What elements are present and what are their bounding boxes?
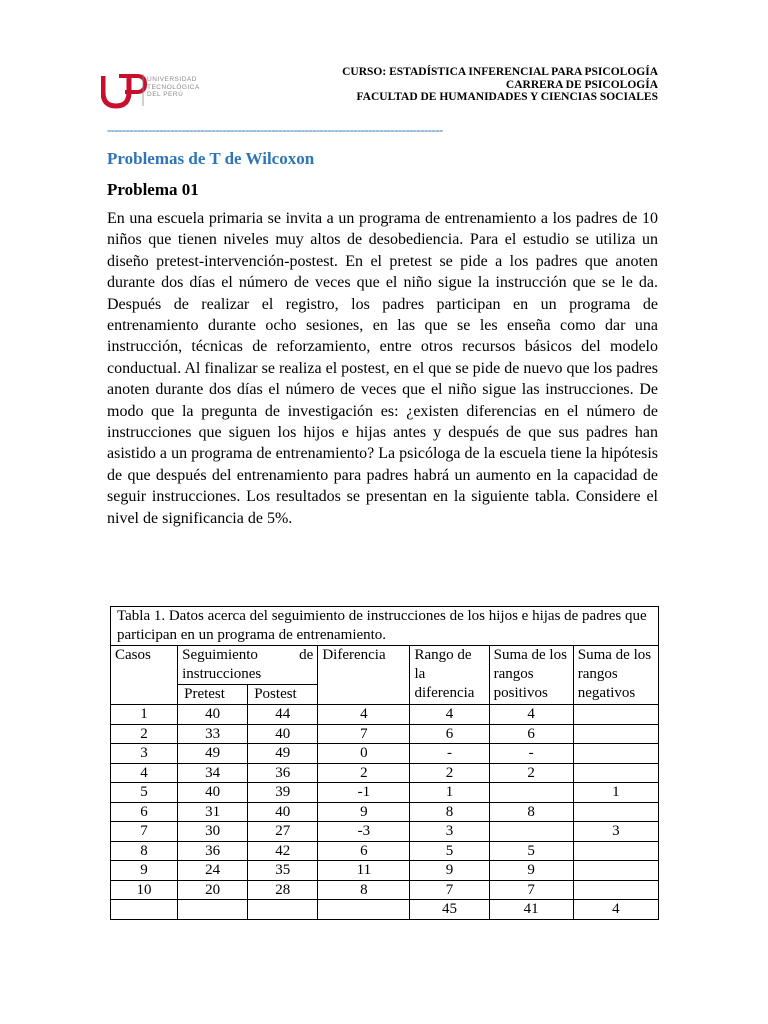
cell-diferencia: 2 bbox=[318, 763, 410, 783]
cell-casos: 4 bbox=[111, 763, 178, 783]
cell-pretest: 33 bbox=[178, 724, 248, 744]
total-rango: 45 bbox=[410, 900, 489, 920]
table-totals-row bbox=[111, 900, 659, 920]
header-pretest: Pretest bbox=[178, 685, 248, 705]
cell-casos: 3 bbox=[111, 744, 178, 764]
logo-line-2: TECNOLÓGICA bbox=[147, 83, 200, 91]
cell-postest: 40 bbox=[248, 724, 318, 744]
cell-rango: 6 bbox=[410, 724, 489, 744]
cell-rango: 3 bbox=[410, 822, 489, 842]
cell-rango: 1 bbox=[410, 783, 489, 803]
cell-pretest: 36 bbox=[178, 841, 248, 861]
table-row bbox=[111, 744, 659, 764]
cell-rango: 8 bbox=[410, 802, 489, 822]
cell-rango: 4 bbox=[410, 705, 489, 725]
course-name: CURSO: ESTADÍSTICA INFERENCIAL PARA PSICOLOGÍA bbox=[342, 66, 658, 78]
cell-diferencia: 7 bbox=[318, 724, 410, 744]
header-diferencia: Diferencia bbox=[318, 646, 410, 705]
cell-pretest: 24 bbox=[178, 861, 248, 881]
cell-casos: 5 bbox=[111, 783, 178, 803]
cell-diferencia: 8 bbox=[318, 880, 410, 900]
cell-diferencia: 11 bbox=[318, 861, 410, 881]
cell-suma-positivos: 2 bbox=[489, 763, 573, 783]
table-row bbox=[111, 763, 659, 783]
cell-postest: 28 bbox=[248, 880, 318, 900]
table-row bbox=[111, 802, 659, 822]
total-suma-positivos: 41 bbox=[489, 900, 573, 920]
header-postest: Postest bbox=[248, 685, 318, 705]
cell-suma-negativos bbox=[573, 841, 658, 861]
cell-postest: 44 bbox=[248, 705, 318, 725]
table-row bbox=[111, 822, 659, 842]
page-title: Problemas de T de Wilcoxon bbox=[107, 149, 315, 168]
cell-diferencia: 9 bbox=[318, 802, 410, 822]
cell-suma-negativos bbox=[573, 724, 658, 744]
cell-pretest: 30 bbox=[178, 822, 248, 842]
problem-heading: Problema 01 bbox=[107, 180, 199, 199]
cell-pretest: 40 bbox=[178, 705, 248, 725]
separator-line: ------------------------------------------------------------------------------------------ bbox=[107, 122, 443, 137]
cell-suma-positivos: 9 bbox=[489, 861, 573, 881]
table-row bbox=[111, 724, 659, 744]
cell-casos: 1 bbox=[111, 705, 178, 725]
cell-postest: 35 bbox=[248, 861, 318, 881]
cell-suma-negativos: 1 bbox=[573, 783, 658, 803]
table-caption: Tabla 1. Datos acerca del seguimiento de instrucciones de los hijos e hijas de padres que participan en un programa de entrenamiento. bbox=[111, 607, 659, 646]
header-rango: Rango de la diferencia bbox=[410, 646, 489, 705]
logo-line-3: DEL PERÚ bbox=[147, 91, 184, 99]
cell-suma-negativos bbox=[573, 861, 658, 881]
cell-postest: 39 bbox=[248, 783, 318, 803]
cell-postest: 40 bbox=[248, 802, 318, 822]
cell-diferencia: 4 bbox=[318, 705, 410, 725]
cell-rango: 5 bbox=[410, 841, 489, 861]
cell-diferencia: 6 bbox=[318, 841, 410, 861]
faculty-name: FACULTAD DE HUMANIDADES Y CIENCIAS SOCIALES bbox=[356, 91, 658, 103]
cell-suma-negativos bbox=[573, 705, 658, 725]
total-postest bbox=[248, 900, 318, 920]
header-seguimiento: Seguimiento de instrucciones bbox=[178, 646, 318, 685]
cell-pretest: 40 bbox=[178, 783, 248, 803]
table-row bbox=[111, 783, 659, 803]
cell-casos: 10 bbox=[111, 880, 178, 900]
cell-casos: 7 bbox=[111, 822, 178, 842]
table-row bbox=[111, 841, 659, 861]
logo-text bbox=[147, 76, 200, 99]
table-row bbox=[111, 861, 659, 881]
table-row bbox=[111, 880, 659, 900]
cell-suma-positivos: 6 bbox=[489, 724, 573, 744]
table-body bbox=[111, 705, 659, 920]
cell-postest: 42 bbox=[248, 841, 318, 861]
cell-suma-negativos bbox=[573, 802, 658, 822]
problem-statement: En una escuela primaria se invita a un programa de entrenamiento a los padres de 10 niños que tienen niveles muy altos de desobediencia. Para el estudio se utiliza un diseño pretest-intervención-postest. En el pretest se pide a los padres que anoten durante dos días el número de veces que el niño sigue la instrucción que se le da. Después de realizar el registro, los padres participan en un programa de entrenamiento durante ocho sesiones, en las que se les enseña como dar una instrucción, técnicas de reforzamiento, entre otros recursos básicos del modelo conductual. Al finalizar se realiza el postest, en el que se pide de nuevo que los padres anoten durante dos días el número de veces que el niño sigue las instrucciones. De modo que la pregunta de investigación es: ¿existen diferencias en el número de instrucciones que siguen los hijos e hijas antes y después de que sus padres han asistido a un programa de entrenamiento? La psicóloga de la escuela tiene la hipótesis de que después del entrenamiento para padres habrá un aumento en la capacidad de seguir instrucciones. Los resultados se presentan en la siguiente tabla. Considere el nivel de significancia de 5%. bbox=[107, 210, 658, 527]
cell-rango: 7 bbox=[410, 880, 489, 900]
cell-pretest: 20 bbox=[178, 880, 248, 900]
cell-pretest: 34 bbox=[178, 763, 248, 783]
data-table bbox=[110, 606, 659, 920]
cell-postest: 36 bbox=[248, 763, 318, 783]
cell-postest: 27 bbox=[248, 822, 318, 842]
cell-diferencia: 0 bbox=[318, 744, 410, 764]
total-pretest bbox=[178, 900, 248, 920]
cell-suma-positivos bbox=[489, 783, 573, 803]
cell-suma-positivos: 5 bbox=[489, 841, 573, 861]
table-row bbox=[111, 705, 659, 725]
cell-diferencia: -3 bbox=[318, 822, 410, 842]
cell-casos: 2 bbox=[111, 724, 178, 744]
total-casos bbox=[111, 900, 178, 920]
cell-suma-positivos bbox=[489, 822, 573, 842]
document-header bbox=[342, 66, 658, 104]
cell-pretest: 49 bbox=[178, 744, 248, 764]
cell-rango: - bbox=[410, 744, 489, 764]
cell-casos: 6 bbox=[111, 802, 178, 822]
career-name: CARRERA DE PSICOLOGÍA bbox=[505, 78, 658, 91]
table-header-row bbox=[111, 646, 659, 685]
cell-suma-negativos bbox=[573, 744, 658, 764]
cell-diferencia: -1 bbox=[318, 783, 410, 803]
total-diferencia bbox=[318, 900, 410, 920]
cell-casos: 9 bbox=[111, 861, 178, 881]
cell-rango: 2 bbox=[410, 763, 489, 783]
cell-casos: 8 bbox=[111, 841, 178, 861]
cell-suma-negativos: 3 bbox=[573, 822, 658, 842]
cell-postest: 49 bbox=[248, 744, 318, 764]
cell-suma-negativos bbox=[573, 763, 658, 783]
cell-suma-negativos bbox=[573, 880, 658, 900]
cell-suma-positivos: 4 bbox=[489, 705, 573, 725]
table-caption-row bbox=[111, 607, 659, 646]
cell-suma-positivos: 8 bbox=[489, 802, 573, 822]
header-casos: Casos bbox=[111, 646, 178, 705]
cell-suma-positivos: - bbox=[489, 744, 573, 764]
header-suma-negativos: Suma de los rangos negativos bbox=[573, 646, 658, 705]
cell-suma-positivos: 7 bbox=[489, 880, 573, 900]
cell-pretest: 31 bbox=[178, 802, 248, 822]
logo-line-1: UNIVERSIDAD bbox=[147, 76, 197, 83]
total-suma-negativos: 4 bbox=[573, 900, 658, 920]
cell-rango: 9 bbox=[410, 861, 489, 881]
header-suma-positivos: Suma de los rangos positivos bbox=[489, 646, 573, 705]
